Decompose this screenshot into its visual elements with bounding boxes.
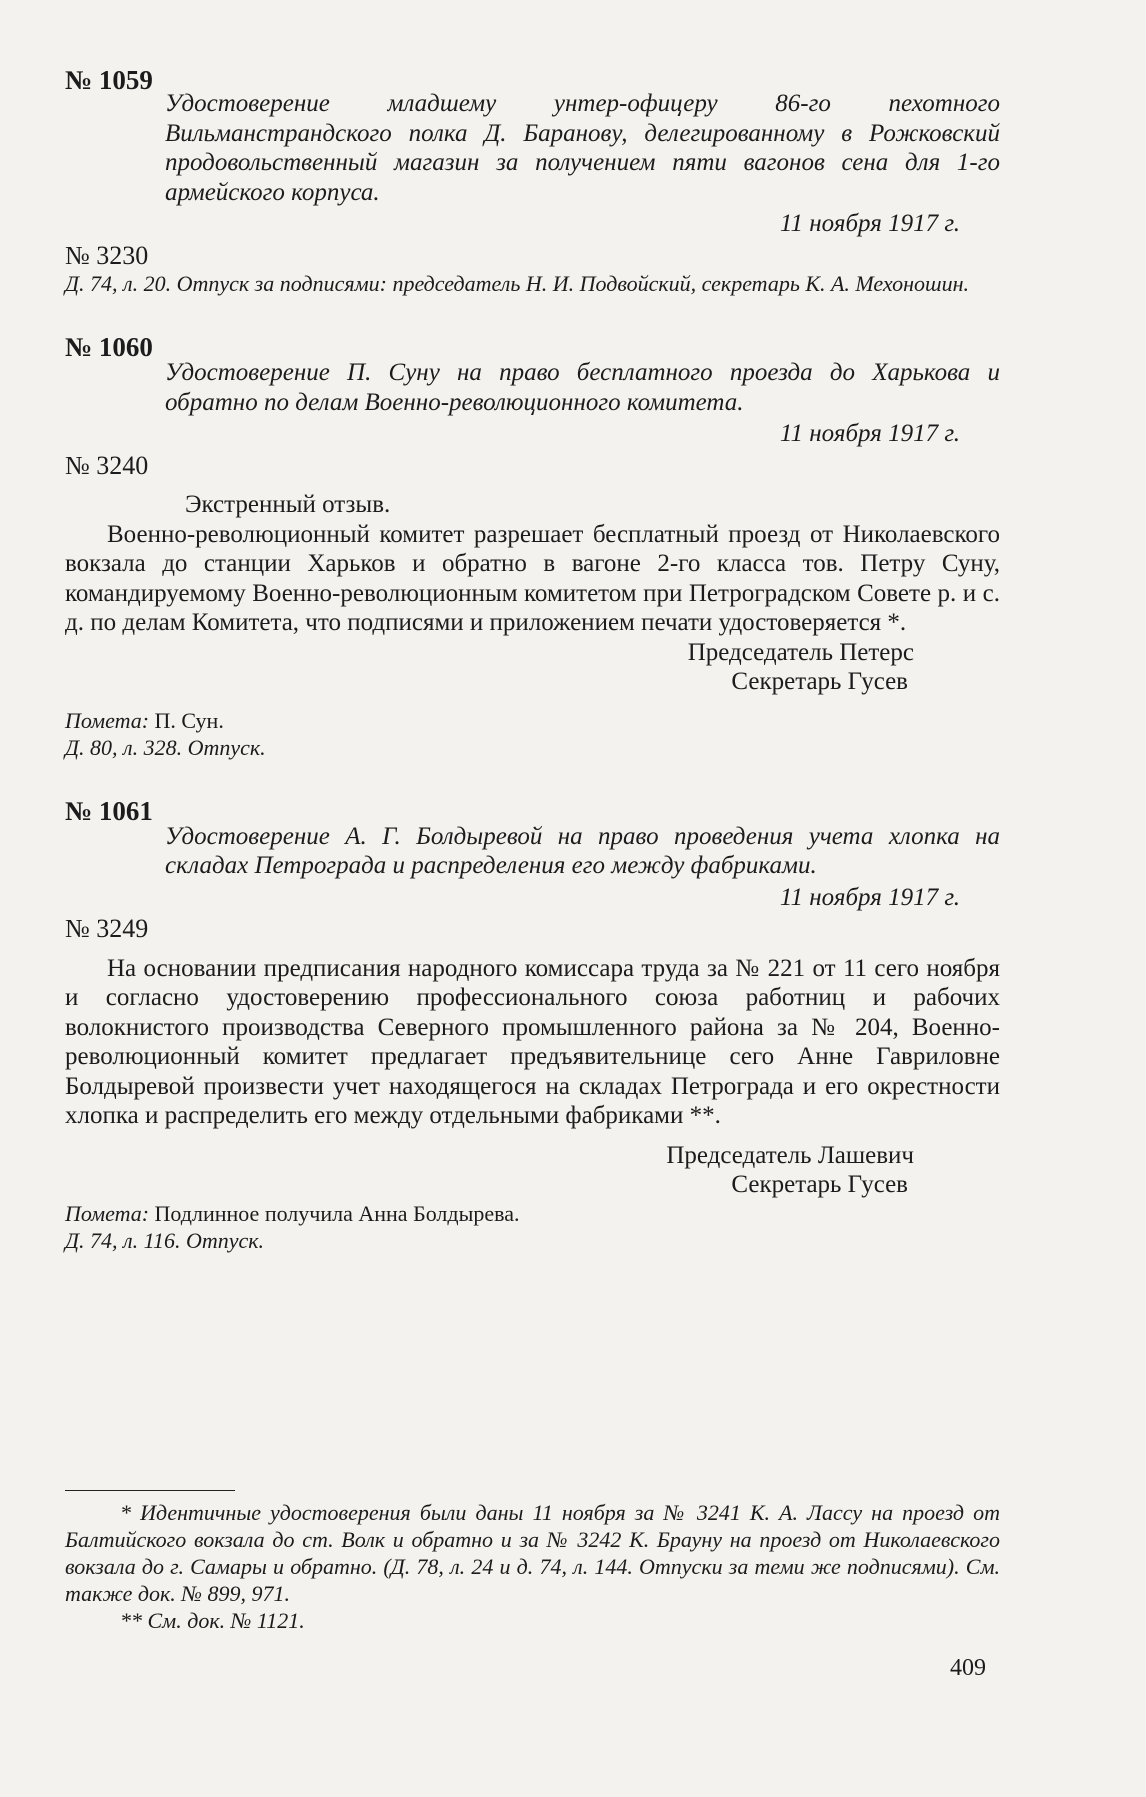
document-body: Военно-революционный комитет разрешает бесплатный проезд от Николаевского вокзала до станции Харьков и обратно в вагоне 2-го класса тов. Петру Суну, командируемому Военно-революционным комитетом при Петроградском Совете р. и с. д. по делам Комитета, что подписями и приложением печати удостоверяется *. (65, 520, 1000, 636)
footnote-divider (65, 1490, 235, 1491)
mark-label: Помета: (65, 1200, 150, 1226)
document-1060 (65, 333, 1000, 761)
signature-chairman: Председатель Петерс (687, 638, 914, 666)
document-title: Удостоверение П. Суну на право бесплатного проезда до Харькова и обратно по делам Военно-революционного комитета. (165, 359, 1000, 416)
archive-number: № 3230 (65, 240, 149, 270)
footnote: * Идентичные удостоверения были даны 11 ноября за № 3241 К. А. Лассу на проезд от Балтийского вокзала до ст. Волк и обратно и за № 3242 К. Брауну на проезд от Николаевского вокзала до г. Самары и обратно. (Д. 78, л. 24 и д. 74, л. 144. Отпуски за теми же подписями). См. также док. № 899, 971. (65, 1500, 1000, 1606)
document-date: 11 ноября 1917 г. (779, 210, 960, 237)
mark-line (65, 1200, 1000, 1227)
signature-secretary: Секретарь Гусев (731, 1171, 908, 1198)
document-heading: Экстренный отзыв. (185, 491, 391, 518)
document-title: Удостоверение А. Г. Болдыревой на право проведения учета хлопка на складах Петрограда и распределения его между фабриками. (165, 822, 1000, 879)
document-number: № 1060 (65, 332, 153, 362)
signature-secretary: Секретарь Гусев (731, 668, 908, 695)
source-note: Д. 74, л. 20. Отпуск за подписями: председатель Н. И. Подвойский, секретарь К. А. Мехоношин. (65, 271, 970, 296)
document-1059 (65, 66, 1000, 297)
source-note: Д. 74, л. 116. Отпуск. (65, 1227, 265, 1253)
document-body: На основании предписания народного комиссара труда за № 221 от 11 сего ноября и согласно удостоверению профессионального союза работниц и рабочих волокнистого производства Северного промышленного района за № 204, Военно-революционный комитет предлагает предъявительнице сего Анне Гавриловне Болдыревой произвести учет находящегося на складах Петрограда и его окрестности хлопка и распределить его между отдельными фабриками **. (65, 954, 1000, 1129)
document-date: 11 ноября 1917 г. (779, 420, 960, 447)
archive-number: № 3240 (65, 450, 149, 480)
footnote: ** См. док. № 1121. (120, 1608, 305, 1633)
mark-text: П. Сун. (154, 707, 224, 733)
archive-number: № 3249 (65, 914, 149, 943)
mark-text: Подлинное получила Анна Болдырева. (154, 1200, 520, 1226)
page-number: 409 (950, 1655, 986, 1681)
source-note: Д. 80, л. 328. Отпуск. (65, 734, 266, 760)
document-1061 (65, 797, 1000, 1254)
document-number: № 1061 (65, 795, 153, 826)
mark-line (65, 707, 1000, 734)
document-number: № 1059 (65, 65, 153, 95)
footnotes (65, 1490, 1000, 1634)
page-content (65, 66, 1000, 1254)
mark-label: Помета: (65, 707, 150, 733)
document-title: Удостоверение младшему унтер-офицеру 86-го пехотного Вильманстрандского полка Д. Баранову, делегированному в Рожковский продовольственный магазин за получением пяти вагонов сена для 1-го армейского корпуса. (165, 90, 1000, 206)
signature-chairman: Председатель Лашевич (666, 1141, 914, 1169)
document-date: 11 ноября 1917 г. (779, 883, 960, 911)
